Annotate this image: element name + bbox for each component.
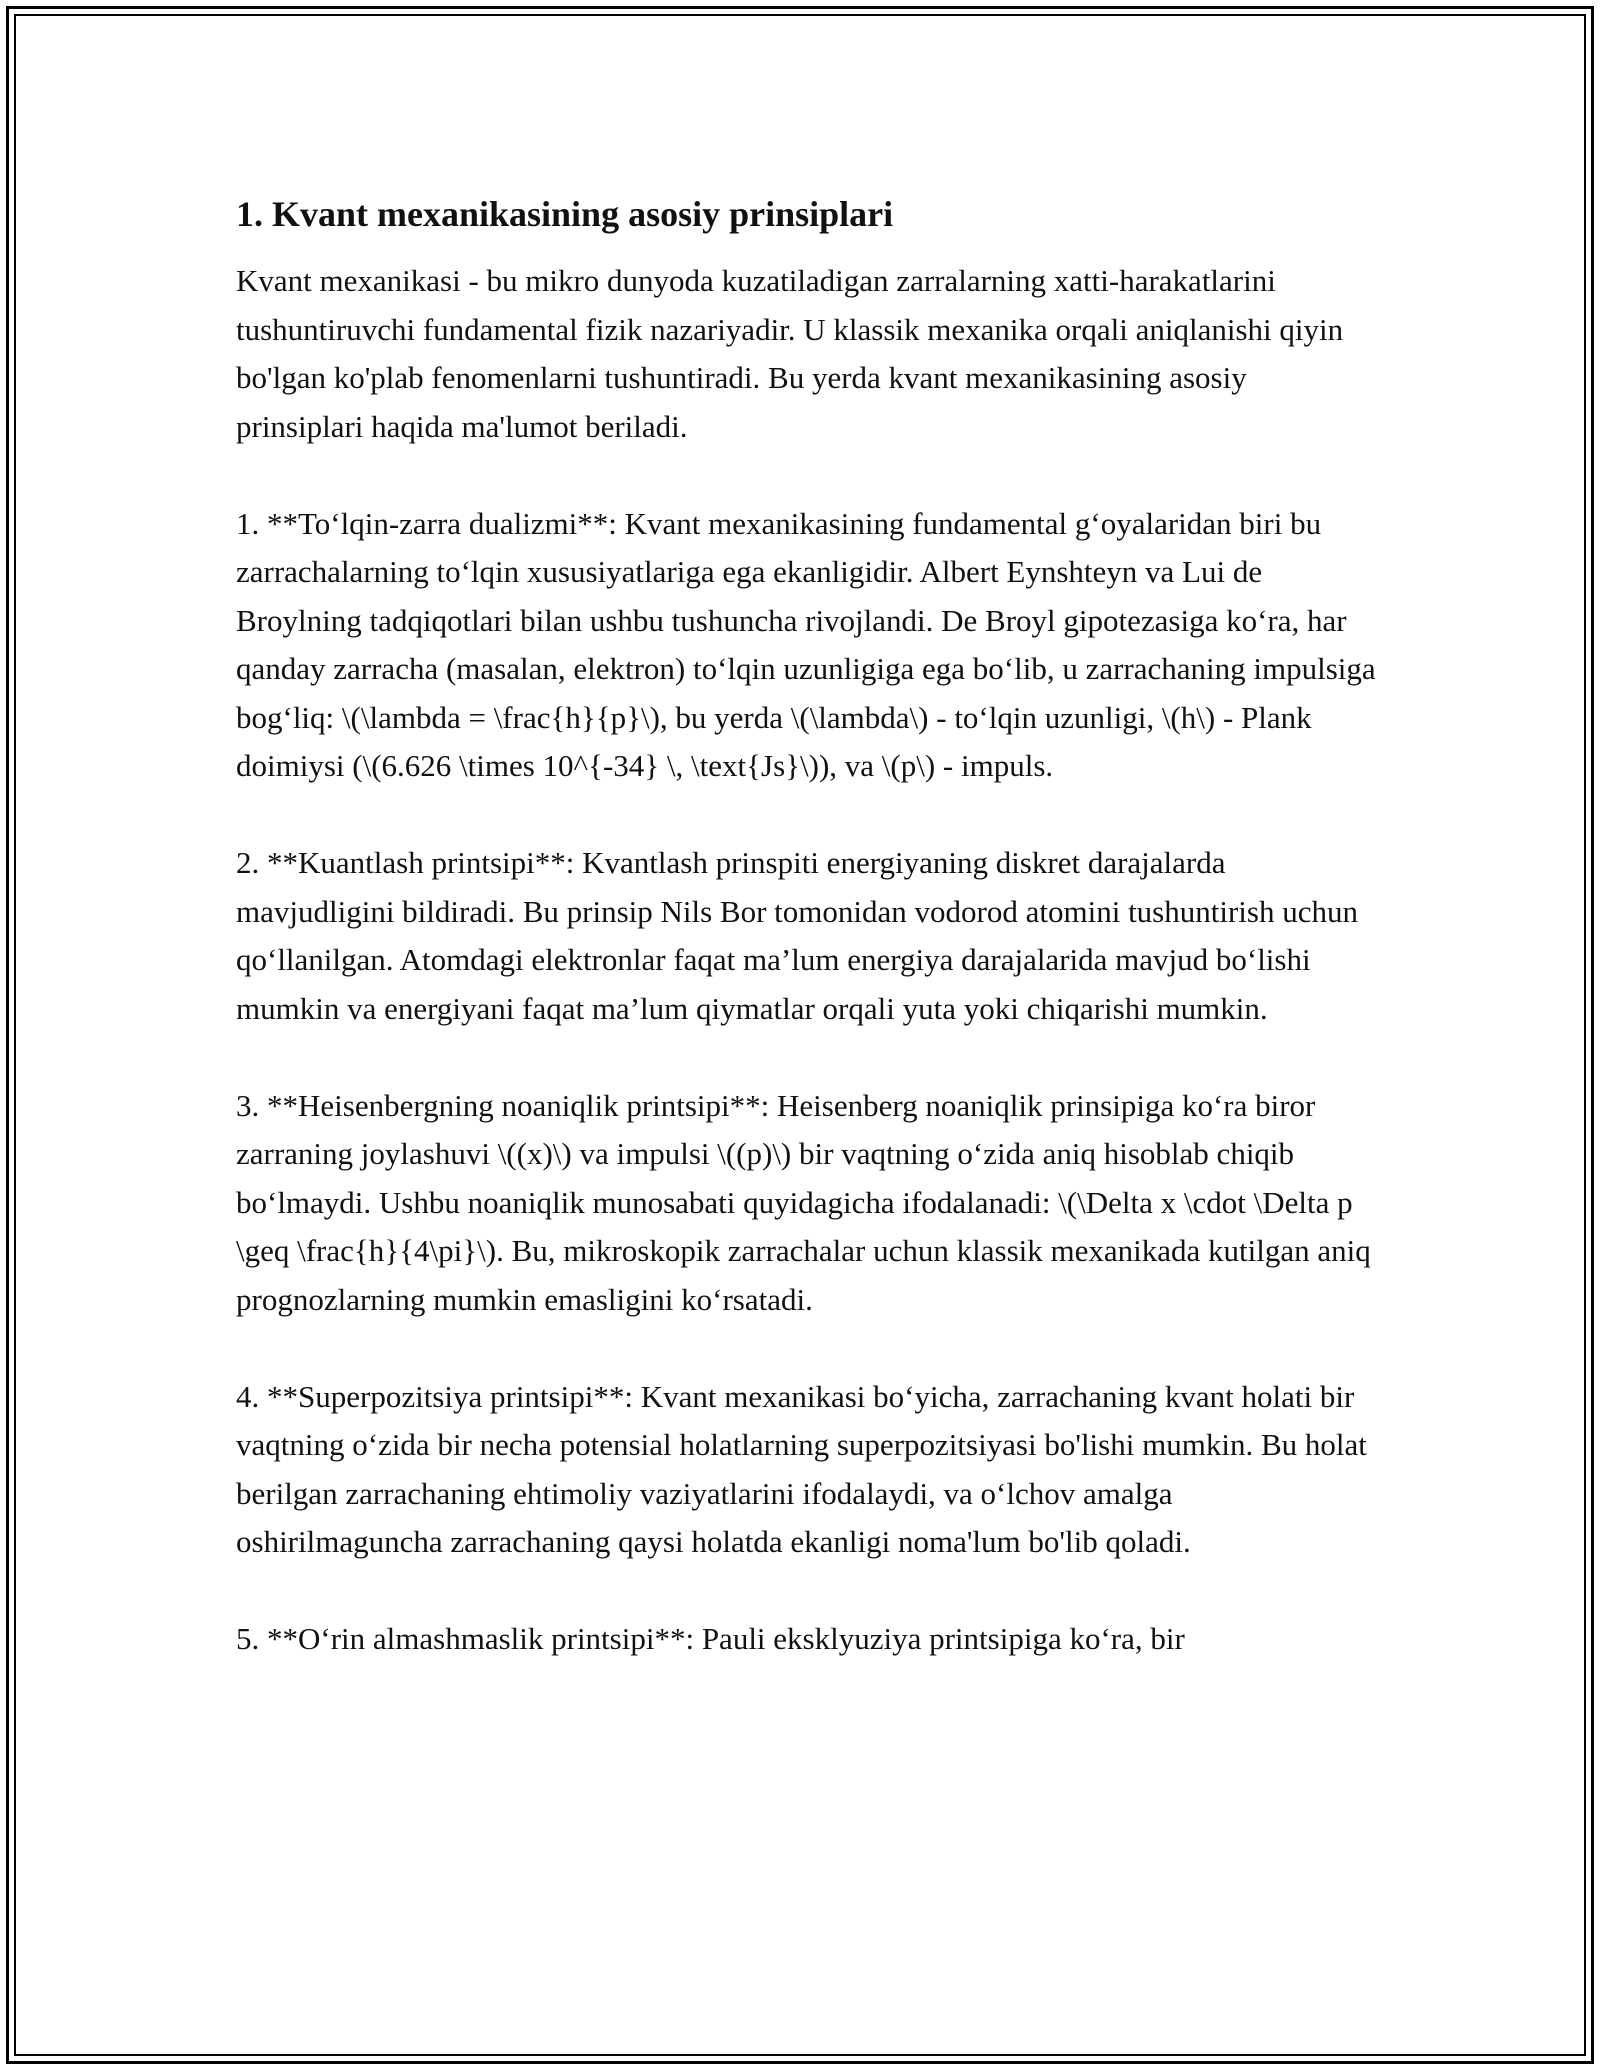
principle-quantization: 2. **Kuantlash printsipi**: Kvantlash prinspiti energiyaning diskret darajalarda mavjudligini bildiradi. Bu prinsip Nils Bor tomonidan vodorod atomini tushuntirish uchun qo‘llanilgan. Atomdagi elektronlar faqat ma’lum energiya darajalarida mavjud bo‘lishi mumkin va energiyani faqat ma’lum qiymatlar orqali yuta yoki chiqarishi mumkin. [236, 845, 1358, 1026]
document-body [236, 185, 1376, 1712]
principle-superposition: 4. **Superpozitsiya printsipi**: Kvant mexanikasi bo‘yicha, zarrachaning kvant holati bir vaqtning o‘zida bir necha potensial holatlarning superpozitsiyasi bo'lishi mumkin. Bu holat berilgan zarrachaning ehtimoliy vaziyatlarini ifodalaydi, va o‘lchov amalga oshirilmaguncha zarrachaning qaysi holatda ekanligi noma'lum bo'lib qoladi. [236, 1378, 1367, 1559]
intro-paragraph: Kvant mexanikasi - bu mikro dunyoda kuzatiladigan zarralarning xatti-harakatlarini tushuntiruvchi fundamental fizik nazariyadir. U klassik mexanika orqali aniqlanishi qiyin bo'lgan ko'plab fenomenlarni tushuntiradi. Bu yerda kvant mexanikasining asosiy prinsiplari haqida ma'lumot beriladi. [236, 263, 1344, 444]
principle-uncertainty: 3. **Heisenbergning noaniqlik printsipi**: Heisenberg noaniqlik prinsipiga ko‘ra biror zarraning joylashuvi \((x)\) va impulsi \((p)\) bir vaqtning o‘zida aniq hisoblab chiqib bo‘lmaydi. Ushbu noaniqlik munosabati quyidagicha ifodalanadi: \(\Delta x \cdot \Delta p \geq \frac{h}{4\pi}\). Bu, mikroskopik zarrachalar uchun klassik mexanikada kutilgan aniq prognozlarning mumkin emasligini ko‘rsatadi. [236, 1087, 1371, 1317]
section-heading: 1. Kvant mexanikasining asosiy prinsiplari [236, 194, 894, 234]
principle-wave-particle-duality: 1. **To‘lqin-zarra dualizmi**: Kvant mexanikasining fundamental g‘oyalaridan biri bu zarrachalarning to‘lqin xususiyatlariga ega ekanligidir. Albert Eynshteyn va Lui de Broylning tadqiqotlari bilan ushbu tushuncha rivojlandi. De Broyl gipotezasiga ko‘ra, har qanday zarracha (masalan, elektron) to‘lqin uzunligiga ega bo‘lib, u zarrachaning impulsiga bog‘liq: \(\lambda = \frac{h}{p}\), bu yerda \(\lambda\) - to‘lqin uzunligi, \(h\) - Plank doimiysi (\(6.626 \times 10^{-34} \, \text{Js}\)), va \(p\) - impuls. [236, 505, 1376, 783]
principle-exclusion: 5. **O‘rin almashmaslik printsipi**: Pauli eksklyuziya printsipiga ko‘ra, bir [236, 1621, 1185, 1656]
